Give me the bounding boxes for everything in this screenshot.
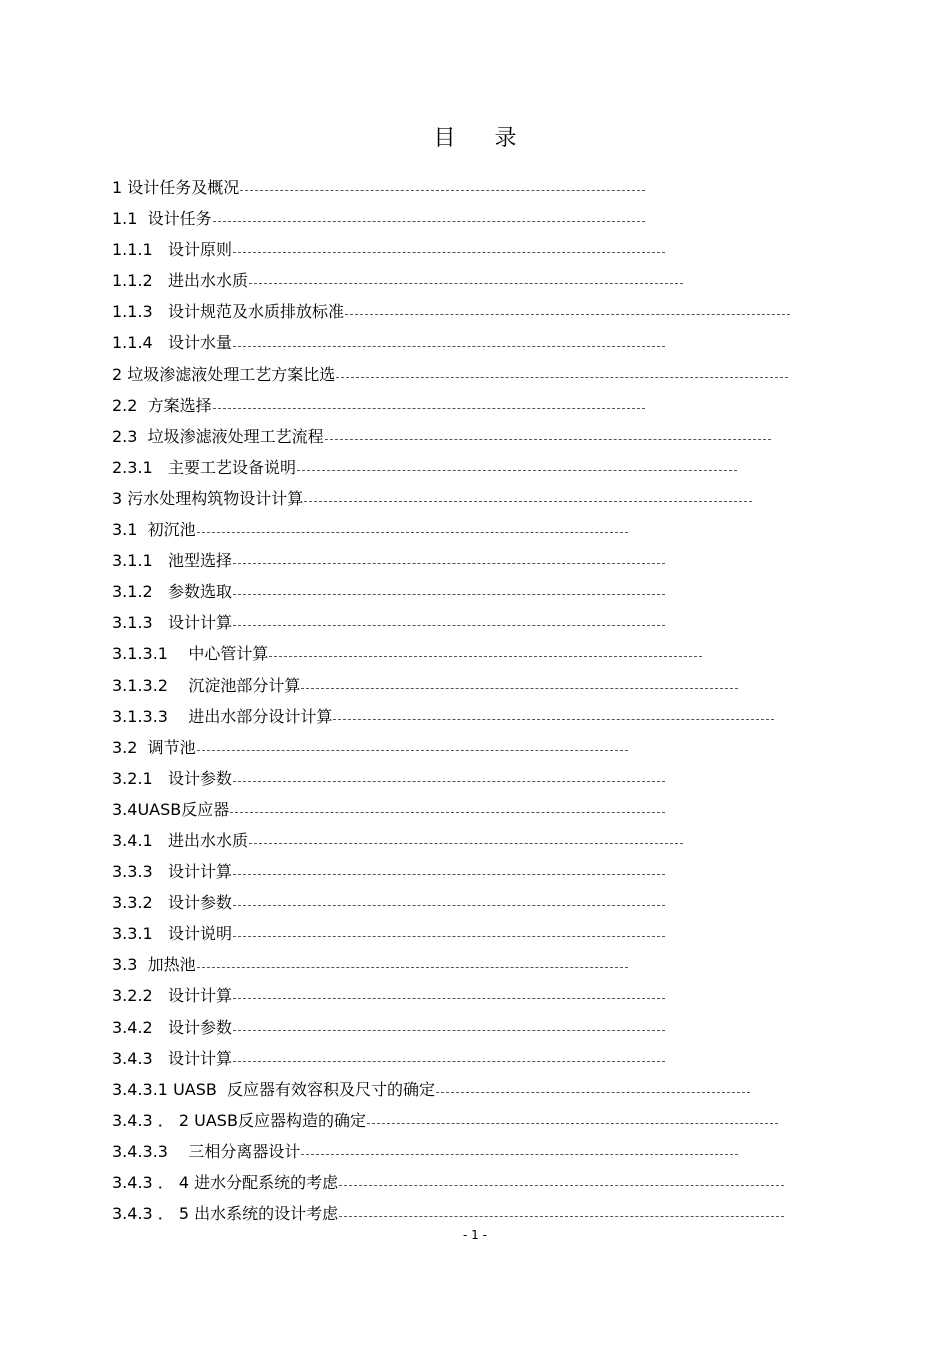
toc-dot-leader — [304, 501, 752, 502]
toc-entry[interactable] — [112, 794, 665, 825]
toc-entry-label: 3.4.3.1 UASB 反应器有效容积及尺寸的确定 — [112, 1079, 436, 1099]
toc-entry[interactable] — [112, 265, 683, 296]
toc-dot-leader — [336, 377, 788, 378]
toc-entry[interactable] — [112, 172, 645, 203]
toc-entry-label: 3.4.3.3 三相分离器设计 — [112, 1141, 301, 1161]
toc-dot-leader — [213, 221, 645, 222]
toc-entry[interactable] — [112, 918, 665, 949]
toc-entry[interactable] — [112, 607, 665, 638]
toc-dot-leader — [233, 594, 665, 595]
toc-dot-leader — [233, 998, 665, 999]
toc-dot-leader — [233, 781, 665, 782]
toc-entry[interactable] — [112, 359, 788, 390]
toc-dot-leader — [233, 1061, 665, 1062]
toc-dot-leader — [367, 1123, 778, 1124]
toc-dot-leader — [233, 874, 665, 875]
page-title: 目 录 — [433, 126, 533, 151]
page-number: - 1 - — [463, 1228, 487, 1242]
toc-entry[interactable] — [112, 1198, 784, 1229]
toc-entry-label: 3.3 加热池 — [112, 955, 196, 975]
toc-dot-leader — [233, 936, 665, 937]
toc-entry[interactable] — [112, 421, 771, 452]
toc-entry-label: 3.4.3 设计计算 — [112, 1048, 232, 1068]
toc-dot-leader — [325, 439, 771, 440]
toc-entry-label: 3.4UASB反应器 — [112, 799, 230, 819]
toc-dot-leader — [233, 563, 665, 564]
toc-dot-leader — [301, 1154, 738, 1155]
toc-dot-leader — [240, 190, 645, 191]
toc-entry-label: 3.4.3 ． 2 UASB反应器构造的确定 — [112, 1110, 366, 1130]
toc-entry-label: 3.1.3.1 中心管计算 — [112, 644, 269, 664]
toc-entry-label: 2 垃圾渗滤液处理工艺方案比选 — [112, 364, 336, 384]
toc-entry[interactable] — [112, 763, 665, 794]
toc-dot-leader — [249, 843, 683, 844]
toc-entry-label: 3.3.3 设计计算 — [112, 862, 232, 882]
toc-entry[interactable] — [112, 1105, 778, 1136]
toc-entry[interactable] — [112, 483, 752, 514]
toc-entry[interactable] — [112, 887, 665, 918]
toc-dot-leader — [233, 905, 665, 906]
toc-entry-label: 3.1.2 参数选取 — [112, 582, 232, 602]
toc-dot-leader — [233, 252, 665, 253]
toc-dot-leader — [197, 532, 628, 533]
toc-entry[interactable] — [112, 670, 738, 701]
toc-entry[interactable] — [112, 296, 790, 327]
toc-entry-label: 3.3.2 设计参数 — [112, 893, 232, 913]
toc-entry[interactable] — [112, 1136, 738, 1167]
toc-dot-leader — [345, 314, 790, 315]
toc-entry[interactable] — [112, 825, 683, 856]
toc-entry-label: 3.4.3 ． 5 出水系统的设计考虑 — [112, 1204, 339, 1224]
toc-entry-label: 3.4.2 设计参数 — [112, 1017, 232, 1037]
toc-entry-label: 3.4.1 进出水水质 — [112, 830, 248, 850]
toc-entry[interactable] — [112, 390, 645, 421]
toc-entry[interactable] — [112, 980, 665, 1011]
toc-entry-label: 1.1 设计任务 — [112, 209, 212, 229]
toc-entry-label: 1.1.4 设计水量 — [112, 333, 232, 353]
toc-entry[interactable] — [112, 1012, 665, 1043]
toc-entry-label: 3.1.3.3 进出水部分设计计算 — [112, 706, 333, 726]
toc-entry[interactable] — [112, 545, 665, 576]
toc-entry[interactable] — [112, 452, 737, 483]
toc-dot-leader — [249, 283, 683, 284]
toc-dot-leader — [339, 1216, 784, 1217]
toc-entry[interactable] — [112, 638, 702, 669]
toc-entry-label: 2.3 垃圾渗滤液处理工艺流程 — [112, 426, 324, 446]
toc-entry-label: 3 污水处理构筑物设计计算 — [112, 488, 304, 508]
toc-dot-leader — [333, 719, 774, 720]
toc-dot-leader — [297, 470, 737, 471]
toc-entry-label: 1.1.3 设计规范及水质排放标准 — [112, 302, 344, 322]
toc-dot-leader — [213, 408, 645, 409]
toc-entry-label: 3.1.3.2 沉淀池部分计算 — [112, 675, 301, 695]
toc-entry[interactable] — [112, 732, 628, 763]
toc-entry[interactable] — [112, 327, 665, 358]
toc-entry[interactable] — [112, 1167, 784, 1198]
toc-entry-label: 2.2 方案选择 — [112, 395, 212, 415]
toc-entry[interactable] — [112, 949, 628, 980]
toc-entry-label: 3.2.1 设计参数 — [112, 768, 232, 788]
toc-dot-leader — [233, 625, 665, 626]
toc-entry-label: 3.2.2 设计计算 — [112, 986, 232, 1006]
toc-entry[interactable] — [112, 701, 774, 732]
toc-entry-label: 3.3.1 设计说明 — [112, 924, 232, 944]
toc-entry[interactable] — [112, 514, 628, 545]
toc-dot-leader — [233, 1030, 665, 1031]
toc-dot-leader — [230, 812, 665, 813]
table-of-contents — [112, 172, 790, 1229]
toc-entry[interactable] — [112, 203, 645, 234]
toc-entry[interactable] — [112, 234, 665, 265]
toc-dot-leader — [197, 967, 628, 968]
toc-dot-leader — [197, 750, 628, 751]
toc-entry-label: 1.1.1 设计原则 — [112, 240, 232, 260]
toc-dot-leader — [339, 1185, 784, 1186]
toc-entry-label: 2.3.1 主要工艺设备说明 — [112, 457, 296, 477]
toc-entry[interactable] — [112, 856, 665, 887]
toc-entry-label: 1.1.2 进出水水质 — [112, 271, 248, 291]
toc-entry-label: 1 设计任务及概况 — [112, 178, 240, 197]
toc-dot-leader — [269, 656, 702, 657]
toc-entry[interactable] — [112, 576, 665, 607]
toc-dot-leader — [233, 346, 665, 347]
toc-entry-label: 3.1.1 池型选择 — [112, 551, 232, 571]
toc-dot-leader — [436, 1092, 750, 1093]
toc-entry-label: 3.1 初沉池 — [112, 520, 196, 540]
toc-entry-label: 3.2 调节池 — [112, 737, 196, 757]
toc-dot-leader — [301, 688, 738, 689]
toc-entry[interactable] — [112, 1043, 665, 1074]
toc-entry-label: 3.4.3 ． 4 进水分配系统的考虑 — [112, 1173, 339, 1192]
toc-entry[interactable] — [112, 1074, 750, 1105]
toc-entry-label: 3.1.3 设计计算 — [112, 613, 232, 633]
